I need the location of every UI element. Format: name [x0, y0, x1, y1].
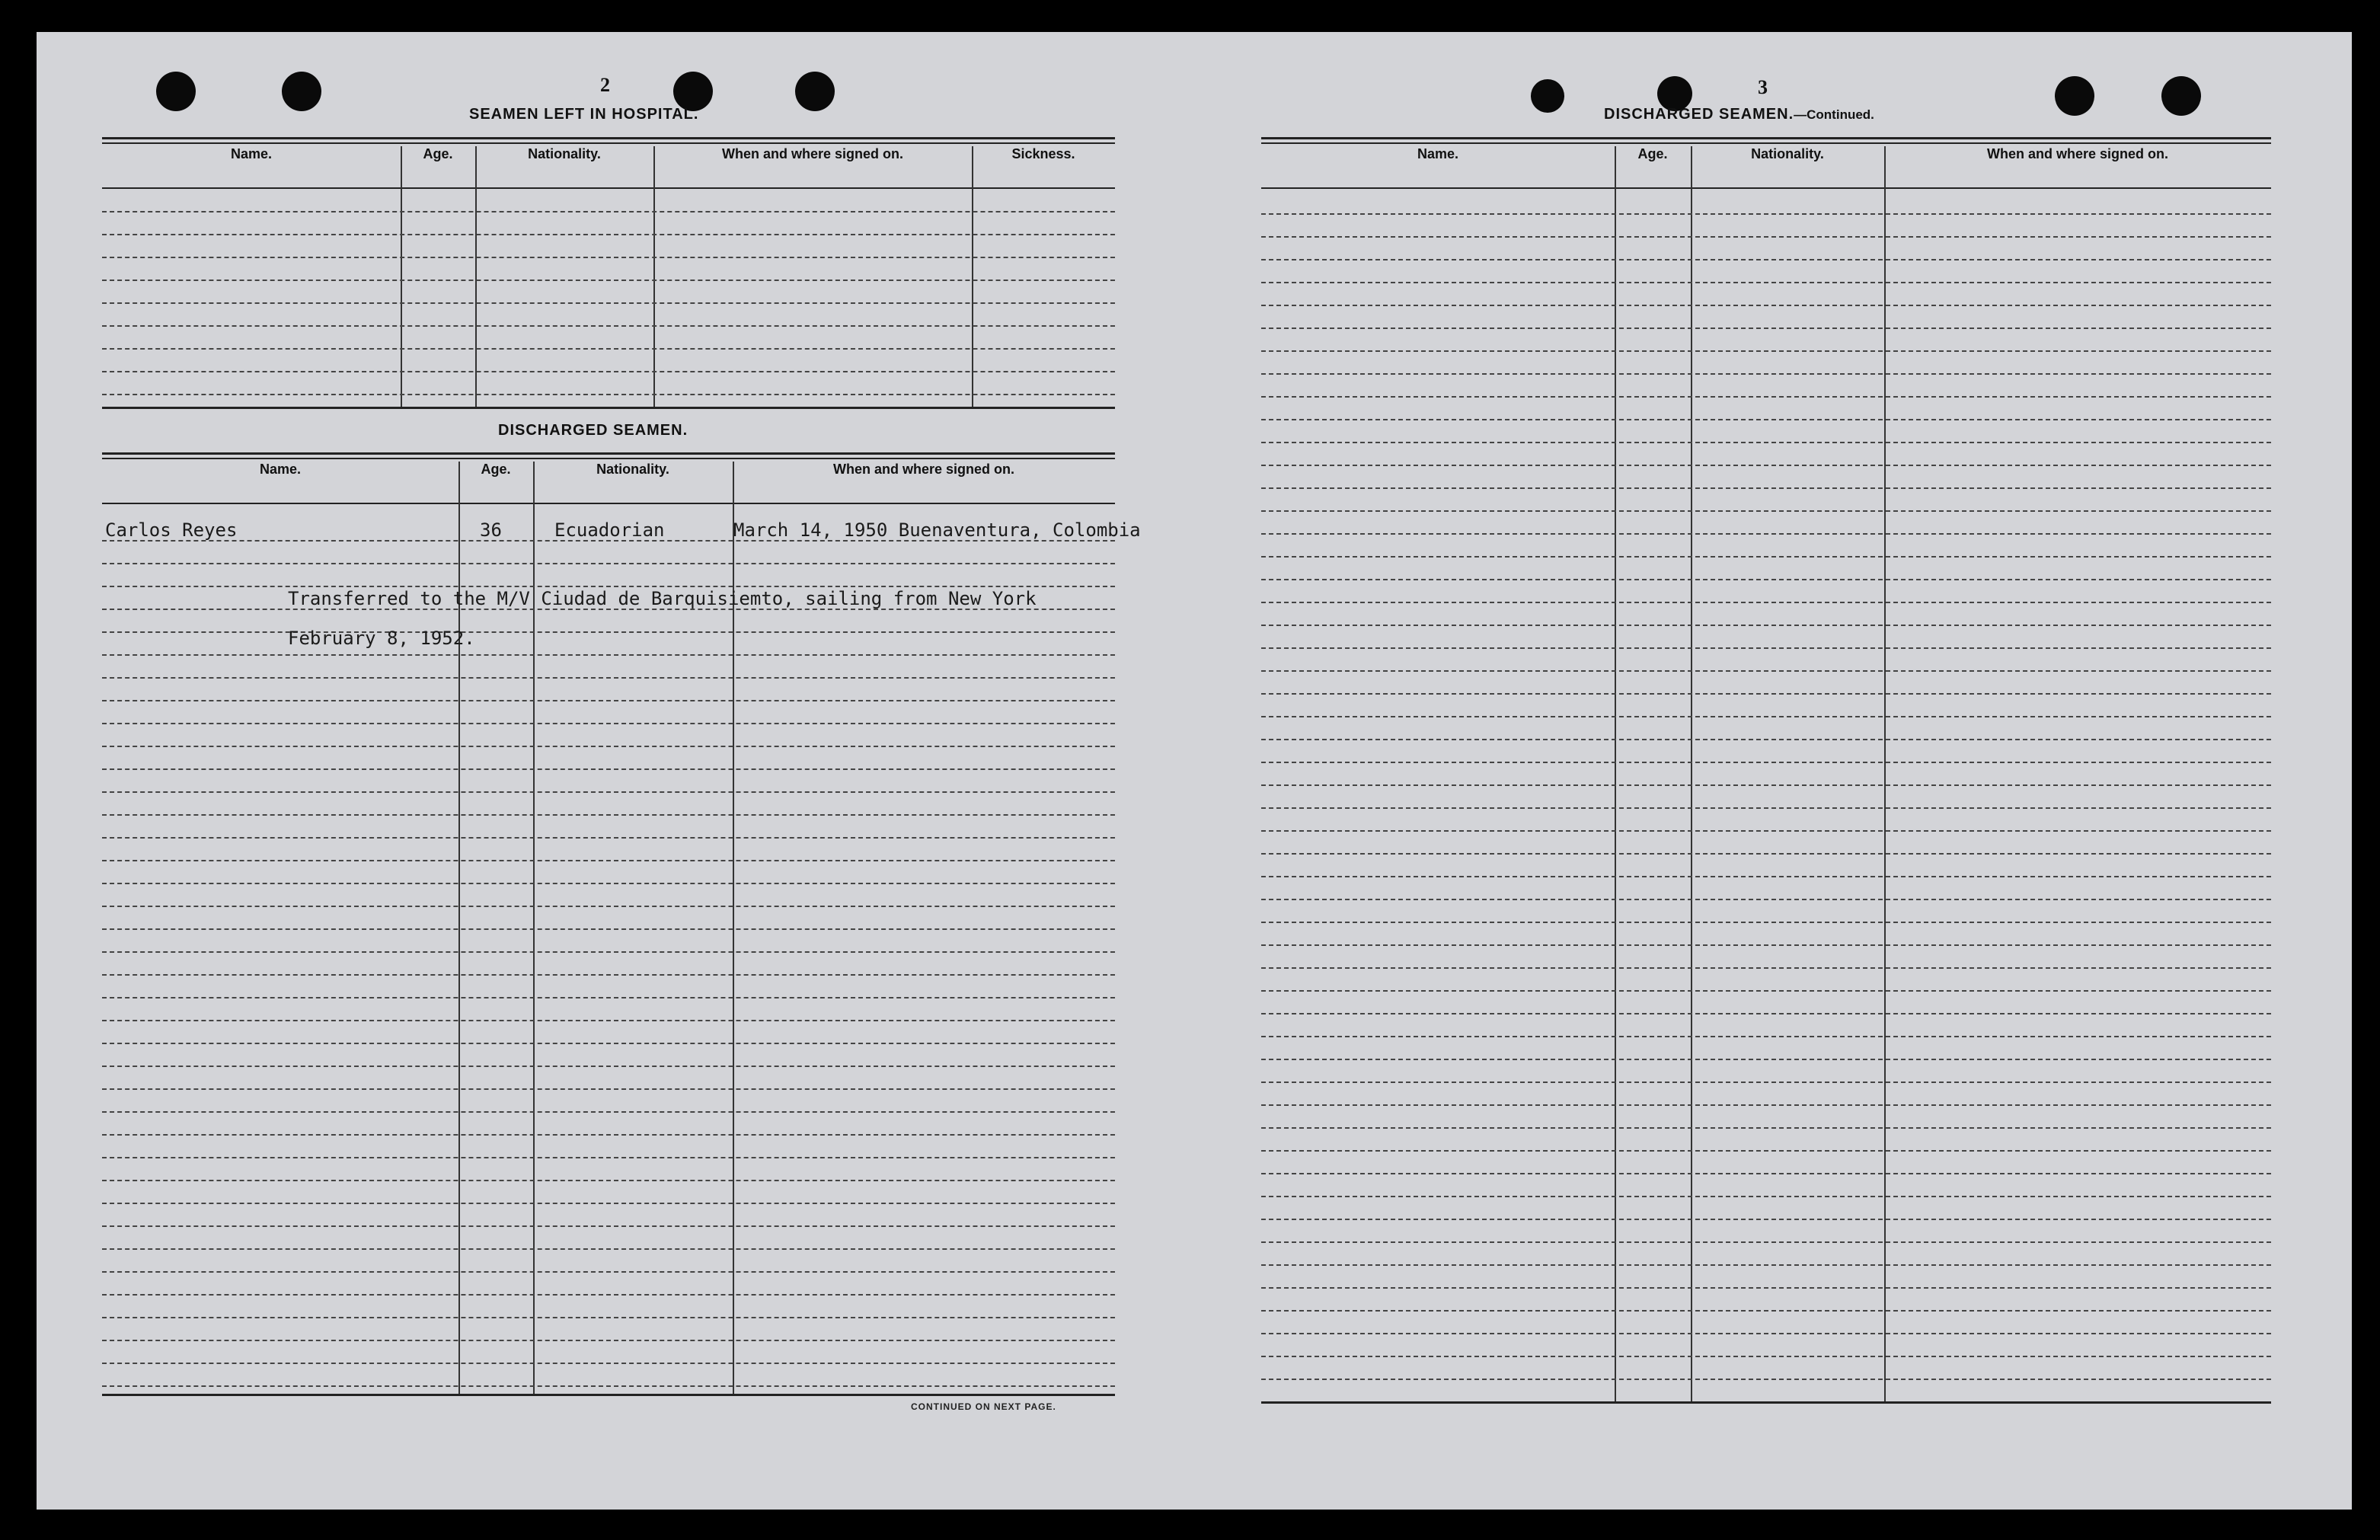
hospital-table: [102, 137, 1115, 411]
seaman-signed-on: March 14, 1950 Buenaventura, Colombia: [733, 519, 1141, 541]
seaman-name: Carlos Reyes: [105, 519, 238, 541]
page-number-right: 3: [1758, 76, 1768, 98]
hospital-heading: SEAMEN LEFT IN HOSPITAL.: [469, 106, 699, 123]
punch-hole: [2055, 76, 2094, 116]
heading-suffix: —Continued.: [1794, 107, 1874, 122]
col-age: Age.: [1637, 146, 1668, 161]
punch-hole: [795, 72, 835, 111]
col-nationality: Nationality.: [1751, 146, 1824, 161]
col-name: Name.: [259, 462, 302, 477]
punch-hole: [1531, 79, 1564, 113]
col-signed-on: When and where signed on.: [1986, 146, 2169, 161]
discharged-heading: DISCHARGED SEAMEN.: [498, 422, 688, 439]
col-name: Name.: [230, 146, 273, 161]
page-number-left: 2: [600, 74, 610, 96]
punch-hole: [282, 72, 321, 111]
heading-text: DISCHARGED SEAMEN.: [1604, 106, 1794, 123]
transfer-note-line2: February 8, 1952.: [288, 628, 475, 649]
col-nationality: Nationality.: [528, 146, 601, 161]
col-name: Name.: [1417, 146, 1459, 161]
transfer-note-line1: Transferred to the M/V Ciudad de Barquisiemto, sailing from New York: [288, 588, 1037, 609]
seaman-age: 36: [480, 519, 502, 541]
seaman-nationality: Ecuadorian: [554, 519, 665, 541]
punch-hole: [2161, 76, 2201, 116]
col-age: Age.: [423, 146, 453, 161]
punch-hole: [156, 72, 196, 111]
discharged-continued-table: [1261, 137, 2271, 1432]
col-signed-on: When and where signed on.: [721, 146, 904, 161]
discharged-continued-heading: [1604, 106, 1874, 123]
col-signed-on: When and where signed on.: [832, 462, 1015, 477]
col-sickness: Sickness.: [1011, 146, 1075, 161]
document-scan: [37, 32, 2352, 1510]
col-age: Age.: [481, 462, 511, 477]
continued-note: CONTINUED ON NEXT PAGE.: [911, 1401, 1056, 1412]
col-nationality: Nationality.: [596, 462, 669, 477]
